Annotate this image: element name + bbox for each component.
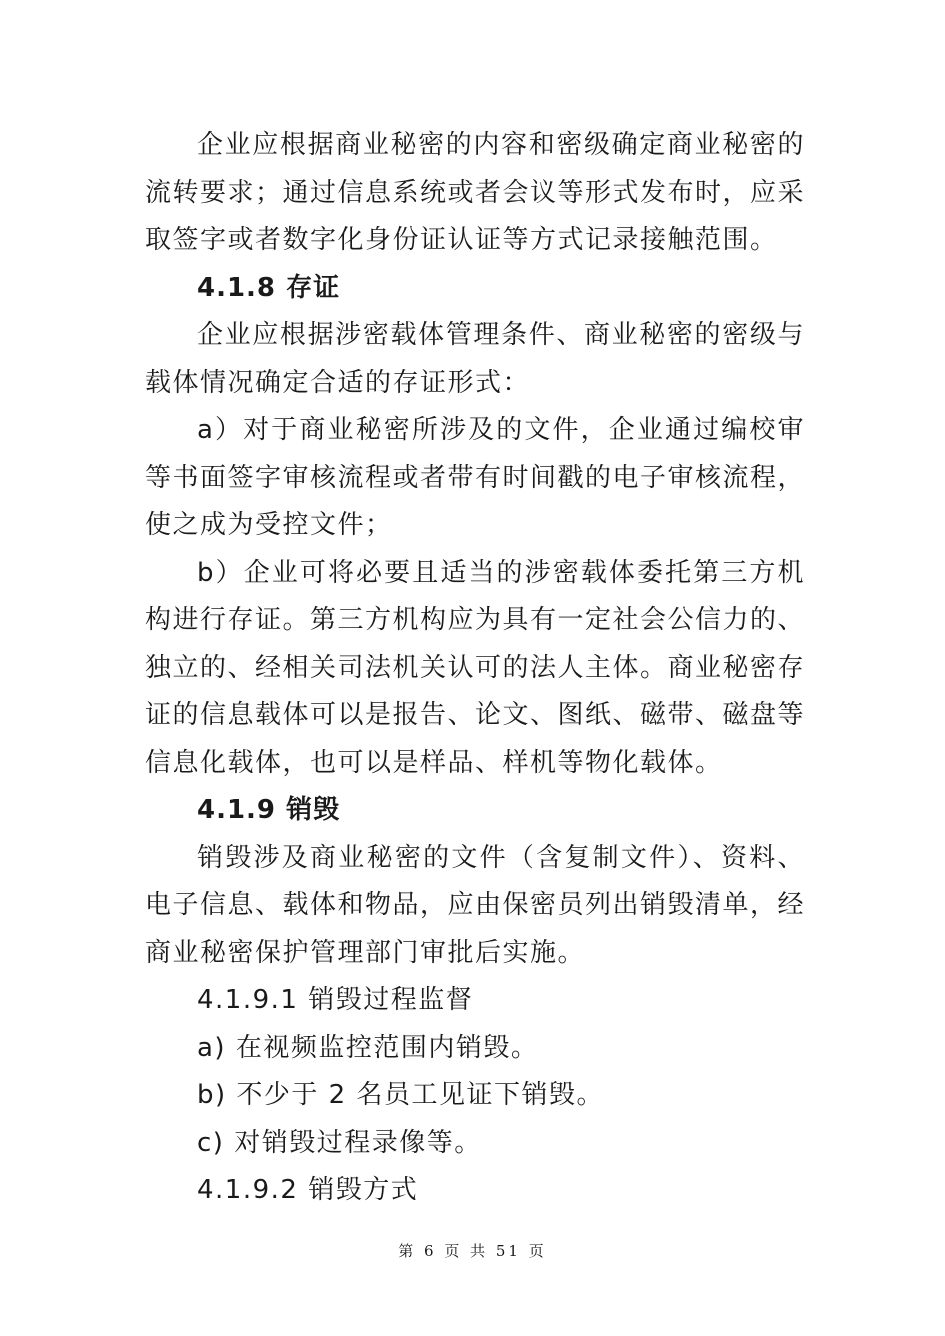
paragraph-evidence-b: b）企业可将必要且适当的涉密载体委托第三方机构进行存证。第三方机构应为具有一定社会公信力的、独立的、经相关司法机关认可的法人主体。商业秘密存证的信息载体可以是报告、论文、图纸、磁带、磁盘等信息化载体，也可以是样品、样机等物化载体。 (145, 557, 806, 778)
paragraph-evidence-a: a）对于商业秘密所涉及的文件，企业通过编校审等书面签字审核流程或者带有时间戳的电子审核流程，使之成为受控文件； (145, 415, 806, 540)
subheading-4-1-9-1: 4.1.9.1 销毁过程监督 (197, 985, 474, 1015)
list-item-c: c) 对销毁过程录像等。 (197, 1127, 482, 1158)
subheading-4-1-9-2: 4.1.9.2 销毁方式 (197, 1175, 419, 1205)
list-item-b: b) 不少于 2 名员工见证下销毁。 (197, 1080, 604, 1110)
paragraph-evidence-intro: 企业应根据涉密载体管理条件、商业秘密的密级与载体情况确定合适的存证形式： (145, 320, 805, 398)
heading-4-1-9: 4.1.9 销毁 (197, 795, 341, 825)
list-item-a: a) 在视频监控范围内销毁。 (197, 1032, 539, 1063)
paragraph-destruction-intro: 销毁涉及商业秘密的文件（含复制文件）、资料、电子信息、载体和物品，应由保密员列出销毁清单，经商业秘密保护管理部门审批后实施。 (145, 842, 806, 968)
document-body (145, 122, 805, 1215)
page-footer: 第 6 页 共 51 页 (398, 1242, 547, 1260)
paragraph-circulation: 企业应根据商业秘密的内容和密级确定商业秘密的流转要求；通过信息系统或者会议等形式发布时，应采取签字或者数字化身份证认证等方式记录接触范围。 (145, 130, 806, 255)
heading-4-1-8: 4.1.8 存证 (197, 272, 341, 303)
